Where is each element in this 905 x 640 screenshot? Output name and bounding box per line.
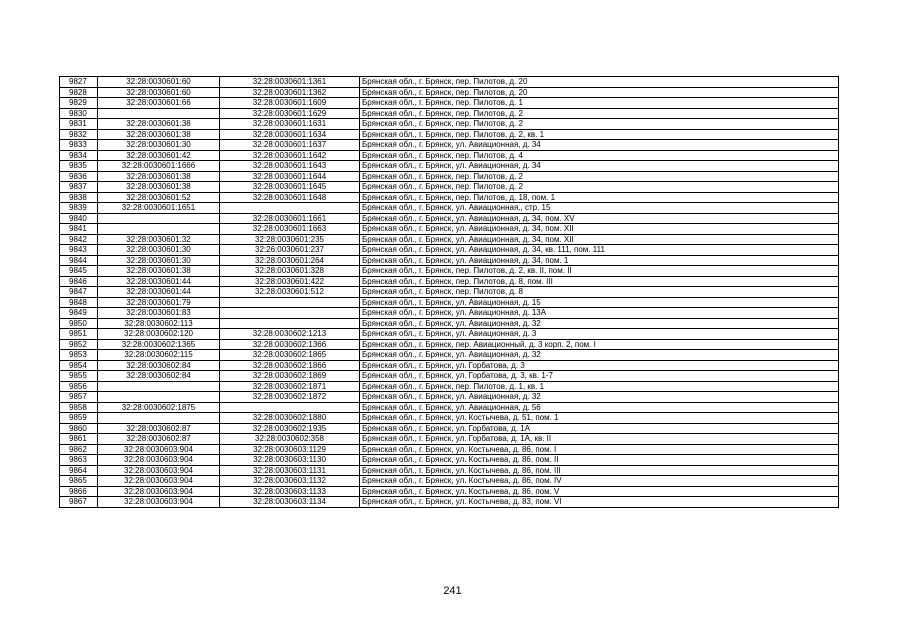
row-number-cell: 9829: [60, 98, 98, 109]
row-number-cell: 9840: [60, 213, 98, 224]
row-number-cell: 9836: [60, 171, 98, 182]
row-number-cell: 9830: [60, 108, 98, 119]
address-cell: Брянская обл., г. Брянск, пер. Пилотов, д. 8, пом. III: [360, 276, 839, 287]
table-row: [60, 171, 839, 182]
object-number-cell: 32:28:0030601:1609: [220, 98, 360, 109]
parcel-number-cell: 32:28:0030601:32: [98, 234, 220, 245]
object-number-cell: 32:28:0030602:1935: [220, 423, 360, 434]
object-number-cell: 32:28:0030601:1637: [220, 140, 360, 151]
parcel-number-cell: 32:28:0030603:904: [98, 497, 220, 508]
parcel-number-cell: [98, 108, 220, 119]
address-cell: Брянская обл., г. Брянск, ул. Авиационная, д. 34, пом. XII: [360, 234, 839, 245]
parcel-number-cell: 32:28:0030601:79: [98, 297, 220, 308]
address-cell: Брянская обл., г. Брянск, ул. Костычева, д. 86, пом. V: [360, 486, 839, 497]
row-number-cell: 9849: [60, 308, 98, 319]
address-cell: Брянская обл., г. Брянск, ул. Авиационная, д. 32: [360, 350, 839, 361]
address-cell: Брянская обл., г. Брянск, ул. Авиационная, д. 34: [360, 140, 839, 151]
address-cell: Брянская обл., г. Брянск, ул. Авиационная, д. 56: [360, 402, 839, 413]
object-number-cell: 32:28:0030601:1634: [220, 129, 360, 140]
address-cell: Брянская обл., г. Брянск, ул. Горбатова, д. 3: [360, 360, 839, 371]
table-row: [60, 339, 839, 350]
address-cell: Брянская обл., г. Брянск, пер. Пилотов, д. 8: [360, 287, 839, 298]
parcel-number-cell: 32:28:0030601:60: [98, 87, 220, 98]
object-number-cell: 32:28:0030602:1871: [220, 381, 360, 392]
address-cell: Брянская обл., г. Брянск, ул. Авиационная, д. 13А: [360, 308, 839, 319]
address-cell: Брянская обл., г. Брянск, ул. Костычева, д. 86, пом. III: [360, 465, 839, 476]
row-number-cell: 9832: [60, 129, 98, 140]
row-number-cell: 9847: [60, 287, 98, 298]
object-number-cell: 32:28:0030601:1661: [220, 213, 360, 224]
object-number-cell: 32:28:0030602:358: [220, 434, 360, 445]
object-number-cell: 32:28:0030603:1133: [220, 486, 360, 497]
parcel-number-cell: 32:28:0030603:904: [98, 444, 220, 455]
parcel-number-cell: [98, 224, 220, 235]
parcel-number-cell: 32:28:0030602:84: [98, 371, 220, 382]
row-number-cell: 9831: [60, 119, 98, 130]
table-row: [60, 224, 839, 235]
row-number-cell: 9854: [60, 360, 98, 371]
address-cell: Брянская обл., г. Брянск, пер. Пилотов, д. 20: [360, 87, 839, 98]
table-row: [60, 129, 839, 140]
address-cell: Брянская обл., г. Брянск, ул. Костычева, д. 51, пом. 1: [360, 413, 839, 424]
parcel-number-cell: 32:28:0030602:87: [98, 434, 220, 445]
cadastral-table: [59, 76, 839, 508]
address-cell: Брянская обл., г. Брянск, ул. Авиационная, д. 34, пом. XV: [360, 213, 839, 224]
address-cell: Брянская обл., г. Брянск, пер. Пилотов, д. 2: [360, 108, 839, 119]
row-number-cell: 9843: [60, 245, 98, 256]
row-number-cell: 9867: [60, 497, 98, 508]
row-number-cell: 9864: [60, 465, 98, 476]
address-cell: Брянская обл., г. Брянск, ул. Авиационная, д. 34: [360, 161, 839, 172]
row-number-cell: 9837: [60, 182, 98, 193]
address-cell: Брянская обл., г. Брянск, ул. Костычева, д. 86, пом. IV: [360, 476, 839, 487]
address-cell: Брянская обл., г. Брянск, ул. Горбатова, д. 3, кв. 1-7: [360, 371, 839, 382]
address-cell: Брянская обл., г. Брянск, ул. Авиационная, д. 34, пом. 1: [360, 255, 839, 266]
address-cell: Брянская обл., г. Брянск, пер. Пилотов, д. 2: [360, 182, 839, 193]
row-number-cell: 9850: [60, 318, 98, 329]
row-number-cell: 9861: [60, 434, 98, 445]
table-row: [60, 140, 839, 151]
row-number-cell: 9838: [60, 192, 98, 203]
parcel-number-cell: 32:28:0030603:904: [98, 455, 220, 466]
parcel-number-cell: 32:28:0030602:87: [98, 423, 220, 434]
row-number-cell: 9862: [60, 444, 98, 455]
address-cell: Брянская обл., г. Брянск, ул. Авиационная, д. 32: [360, 318, 839, 329]
object-number-cell: 32:28:0030602:1866: [220, 360, 360, 371]
parcel-number-cell: [98, 413, 220, 424]
address-cell: Брянская обл., г. Брянск, ул. Костычева, д. 83, пом. VI: [360, 497, 839, 508]
table-body: [60, 77, 839, 508]
parcel-number-cell: 32:28:0030601:1666: [98, 161, 220, 172]
parcel-number-cell: 32:28:0030603:904: [98, 486, 220, 497]
row-number-cell: 9851: [60, 329, 98, 340]
object-number-cell: 32:28:0030602:1366: [220, 339, 360, 350]
object-number-cell: 32:28:0030601:328: [220, 266, 360, 277]
table-row: [60, 381, 839, 392]
table-row: [60, 329, 839, 340]
object-number-cell: 32:28:0030602:1869: [220, 371, 360, 382]
row-number-cell: 9841: [60, 224, 98, 235]
parcel-number-cell: 32:28:0030601:38: [98, 119, 220, 130]
address-cell: Брянская обл., г. Брянск, ул. Костычева, д. 86, пом. II: [360, 455, 839, 466]
row-number-cell: 9835: [60, 161, 98, 172]
row-number-cell: 9842: [60, 234, 98, 245]
row-number-cell: 9839: [60, 203, 98, 214]
parcel-number-cell: 32:28:0030601:83: [98, 308, 220, 319]
table-row: [60, 266, 839, 277]
table-row: [60, 434, 839, 445]
object-number-cell: 32:28:0030601:1642: [220, 150, 360, 161]
row-number-cell: 9865: [60, 476, 98, 487]
parcel-number-cell: 32:28:0030602:1875: [98, 402, 220, 413]
page-number: 241: [443, 585, 462, 597]
object-number-cell: 32:28:0030603:1132: [220, 476, 360, 487]
object-number-cell: [220, 203, 360, 214]
parcel-number-cell: 32:28:0030601:1651: [98, 203, 220, 214]
parcel-number-cell: 32:28:0030601:42: [98, 150, 220, 161]
object-number-cell: 32:28:0030601:264: [220, 255, 360, 266]
object-number-cell: 32:28:0030601:1362: [220, 87, 360, 98]
object-number-cell: 32:28:0030603:1134: [220, 497, 360, 508]
parcel-number-cell: [98, 213, 220, 224]
parcel-number-cell: 32:28:0030601:60: [98, 77, 220, 88]
parcel-number-cell: 32:28:0030602:120: [98, 329, 220, 340]
object-number-cell: 32:28:0030602:1872: [220, 392, 360, 403]
row-number-cell: 9852: [60, 339, 98, 350]
address-cell: Брянская обл., г. Брянск, ул. Авиационная,, стр. 15: [360, 203, 839, 214]
table-row: [60, 455, 839, 466]
table-row: [60, 276, 839, 287]
parcel-number-cell: 32:28:0030603:904: [98, 476, 220, 487]
row-number-cell: 9845: [60, 266, 98, 277]
row-number-cell: 9859: [60, 413, 98, 424]
table-row: [60, 402, 839, 413]
table-row: [60, 98, 839, 109]
address-cell: Брянская обл., г. Брянск, пер. Пилотов, д. 2, кв. 1: [360, 129, 839, 140]
table-row: [60, 444, 839, 455]
table-row: [60, 150, 839, 161]
address-cell: Брянская обл., г. Брянск, пер. Пилотов, д. 18, пом. 1: [360, 192, 839, 203]
table-row: [60, 108, 839, 119]
table-row: [60, 360, 839, 371]
object-number-cell: 32:26:0030601:237: [220, 245, 360, 256]
object-number-cell: 32:28:0030603:1131: [220, 465, 360, 476]
table-row: [60, 287, 839, 298]
address-cell: Брянская обл., г. Брянск, ул. Авиационная, д. 34, пом. XII: [360, 224, 839, 235]
table-row: [60, 255, 839, 266]
table-row: [60, 161, 839, 172]
parcel-number-cell: 32:28:0030601:38: [98, 129, 220, 140]
table-row: [60, 318, 839, 329]
address-cell: Брянская обл., г. Брянск, ул. Авиационная, д. 3: [360, 329, 839, 340]
row-number-cell: 9853: [60, 350, 98, 361]
object-number-cell: 32:28:0030601:512: [220, 287, 360, 298]
table-row: [60, 465, 839, 476]
table-row: [60, 476, 839, 487]
parcel-number-cell: [98, 392, 220, 403]
address-cell: Брянская обл., г. Брянск, пер. Пилотов, д. 1, кв. 1: [360, 381, 839, 392]
table-row: [60, 371, 839, 382]
table-row: [60, 413, 839, 424]
row-number-cell: 9828: [60, 87, 98, 98]
object-number-cell: 32:28:0030602:1865: [220, 350, 360, 361]
row-number-cell: 9866: [60, 486, 98, 497]
row-number-cell: 9833: [60, 140, 98, 151]
table-row: [60, 192, 839, 203]
table-row: [60, 308, 839, 319]
row-number-cell: 9858: [60, 402, 98, 413]
table-row: [60, 87, 839, 98]
table-row: [60, 119, 839, 130]
table-row: [60, 203, 839, 214]
table-row: [60, 486, 839, 497]
table-row: [60, 297, 839, 308]
row-number-cell: 9827: [60, 77, 98, 88]
address-cell: Брянская обл., г. Брянск, ул. Горбатова, д. 1А, кв. II: [360, 434, 839, 445]
object-number-cell: 32:28:0030601:1663: [220, 224, 360, 235]
address-cell: Брянская обл., г. Брянск, ул. Горбатова, д. 1А: [360, 423, 839, 434]
object-number-cell: 32:28:0030601:1645: [220, 182, 360, 193]
address-cell: Брянская обл., г. Брянск, ул. Авиационная, д. 15: [360, 297, 839, 308]
table-row: [60, 213, 839, 224]
object-number-cell: 32:28:0030601:1631: [220, 119, 360, 130]
object-number-cell: 32:28:0030601:1643: [220, 161, 360, 172]
row-number-cell: 9834: [60, 150, 98, 161]
object-number-cell: 32:28:0030602:1880: [220, 413, 360, 424]
row-number-cell: 9844: [60, 255, 98, 266]
parcel-number-cell: 32:28:0030601:30: [98, 245, 220, 256]
object-number-cell: 32:28:0030601:422: [220, 276, 360, 287]
parcel-number-cell: 32:28:0030601:30: [98, 255, 220, 266]
object-number-cell: 32:28:0030601:235: [220, 234, 360, 245]
parcel-number-cell: 32:28:0030602:84: [98, 360, 220, 371]
address-cell: Брянская обл., г. Брянск, пер. Пилотов, д. 1: [360, 98, 839, 109]
parcel-number-cell: 32:28:0030601:66: [98, 98, 220, 109]
object-number-cell: [220, 297, 360, 308]
address-cell: Брянская обл., г. Брянск, ул. Костычева, д. 86, пом. I: [360, 444, 839, 455]
row-number-cell: 9863: [60, 455, 98, 466]
parcel-number-cell: 32:28:0030601:52: [98, 192, 220, 203]
object-number-cell: 32:28:0030601:1644: [220, 171, 360, 182]
table-row: [60, 497, 839, 508]
parcel-number-cell: 32:28:0030603:904: [98, 465, 220, 476]
table-row: [60, 77, 839, 88]
table-row: [60, 423, 839, 434]
object-number-cell: 32:28:0030601:1361: [220, 77, 360, 88]
parcel-number-cell: 32:28:0030601:30: [98, 140, 220, 151]
parcel-number-cell: 32:28:0030602:113: [98, 318, 220, 329]
address-cell: Брянская обл., г. Брянск, ул. Авиационная, д. 34, кв. 111, пом. 111: [360, 245, 839, 256]
object-number-cell: 32:28:0030601:1648: [220, 192, 360, 203]
address-cell: Брянская обл., г. Брянск, пер. Авиационный, д. 3 корп. 2, пом. I: [360, 339, 839, 350]
parcel-number-cell: 32:28:0030601:38: [98, 266, 220, 277]
row-number-cell: 9857: [60, 392, 98, 403]
table-row: [60, 234, 839, 245]
parcel-number-cell: 32:28:0030601:44: [98, 287, 220, 298]
row-number-cell: 9848: [60, 297, 98, 308]
parcel-number-cell: 32:28:0030601:38: [98, 182, 220, 193]
table-row: [60, 245, 839, 256]
object-number-cell: 32:28:0030602:1213: [220, 329, 360, 340]
parcel-number-cell: 32:28:0030602:115: [98, 350, 220, 361]
row-number-cell: 9855: [60, 371, 98, 382]
address-cell: Брянская обл., г. Брянск, пер. Пилотов, д. 4: [360, 150, 839, 161]
row-number-cell: 9856: [60, 381, 98, 392]
table-row: [60, 182, 839, 193]
object-number-cell: [220, 318, 360, 329]
parcel-number-cell: 32:28:0030601:38: [98, 171, 220, 182]
address-cell: Брянская обл., г. Брянск, пер. Пилотов, д. 2, кв. II, пом. II: [360, 266, 839, 277]
row-number-cell: 9860: [60, 423, 98, 434]
address-cell: Брянская обл., г. Брянск, пер. Пилотов, д. 20: [360, 77, 839, 88]
object-number-cell: [220, 308, 360, 319]
parcel-number-cell: [98, 381, 220, 392]
parcel-number-cell: 32:28:0030601:44: [98, 276, 220, 287]
object-number-cell: [220, 402, 360, 413]
address-cell: Брянская обл., г. Брянск, пер. Пилотов, д. 2: [360, 171, 839, 182]
row-number-cell: 9846: [60, 276, 98, 287]
table-row: [60, 350, 839, 361]
object-number-cell: 32:28:0030603:1129: [220, 444, 360, 455]
address-cell: Брянская обл., г. Брянск, ул. Авиационная, д. 32: [360, 392, 839, 403]
parcel-number-cell: 32:28:0030602:1365: [98, 339, 220, 350]
table-row: [60, 392, 839, 403]
object-number-cell: 32:28:0030603:1130: [220, 455, 360, 466]
object-number-cell: 32:28:0030601:1629: [220, 108, 360, 119]
address-cell: Брянская обл., г. Брянск, пер. Пилотов, д. 2: [360, 119, 839, 130]
